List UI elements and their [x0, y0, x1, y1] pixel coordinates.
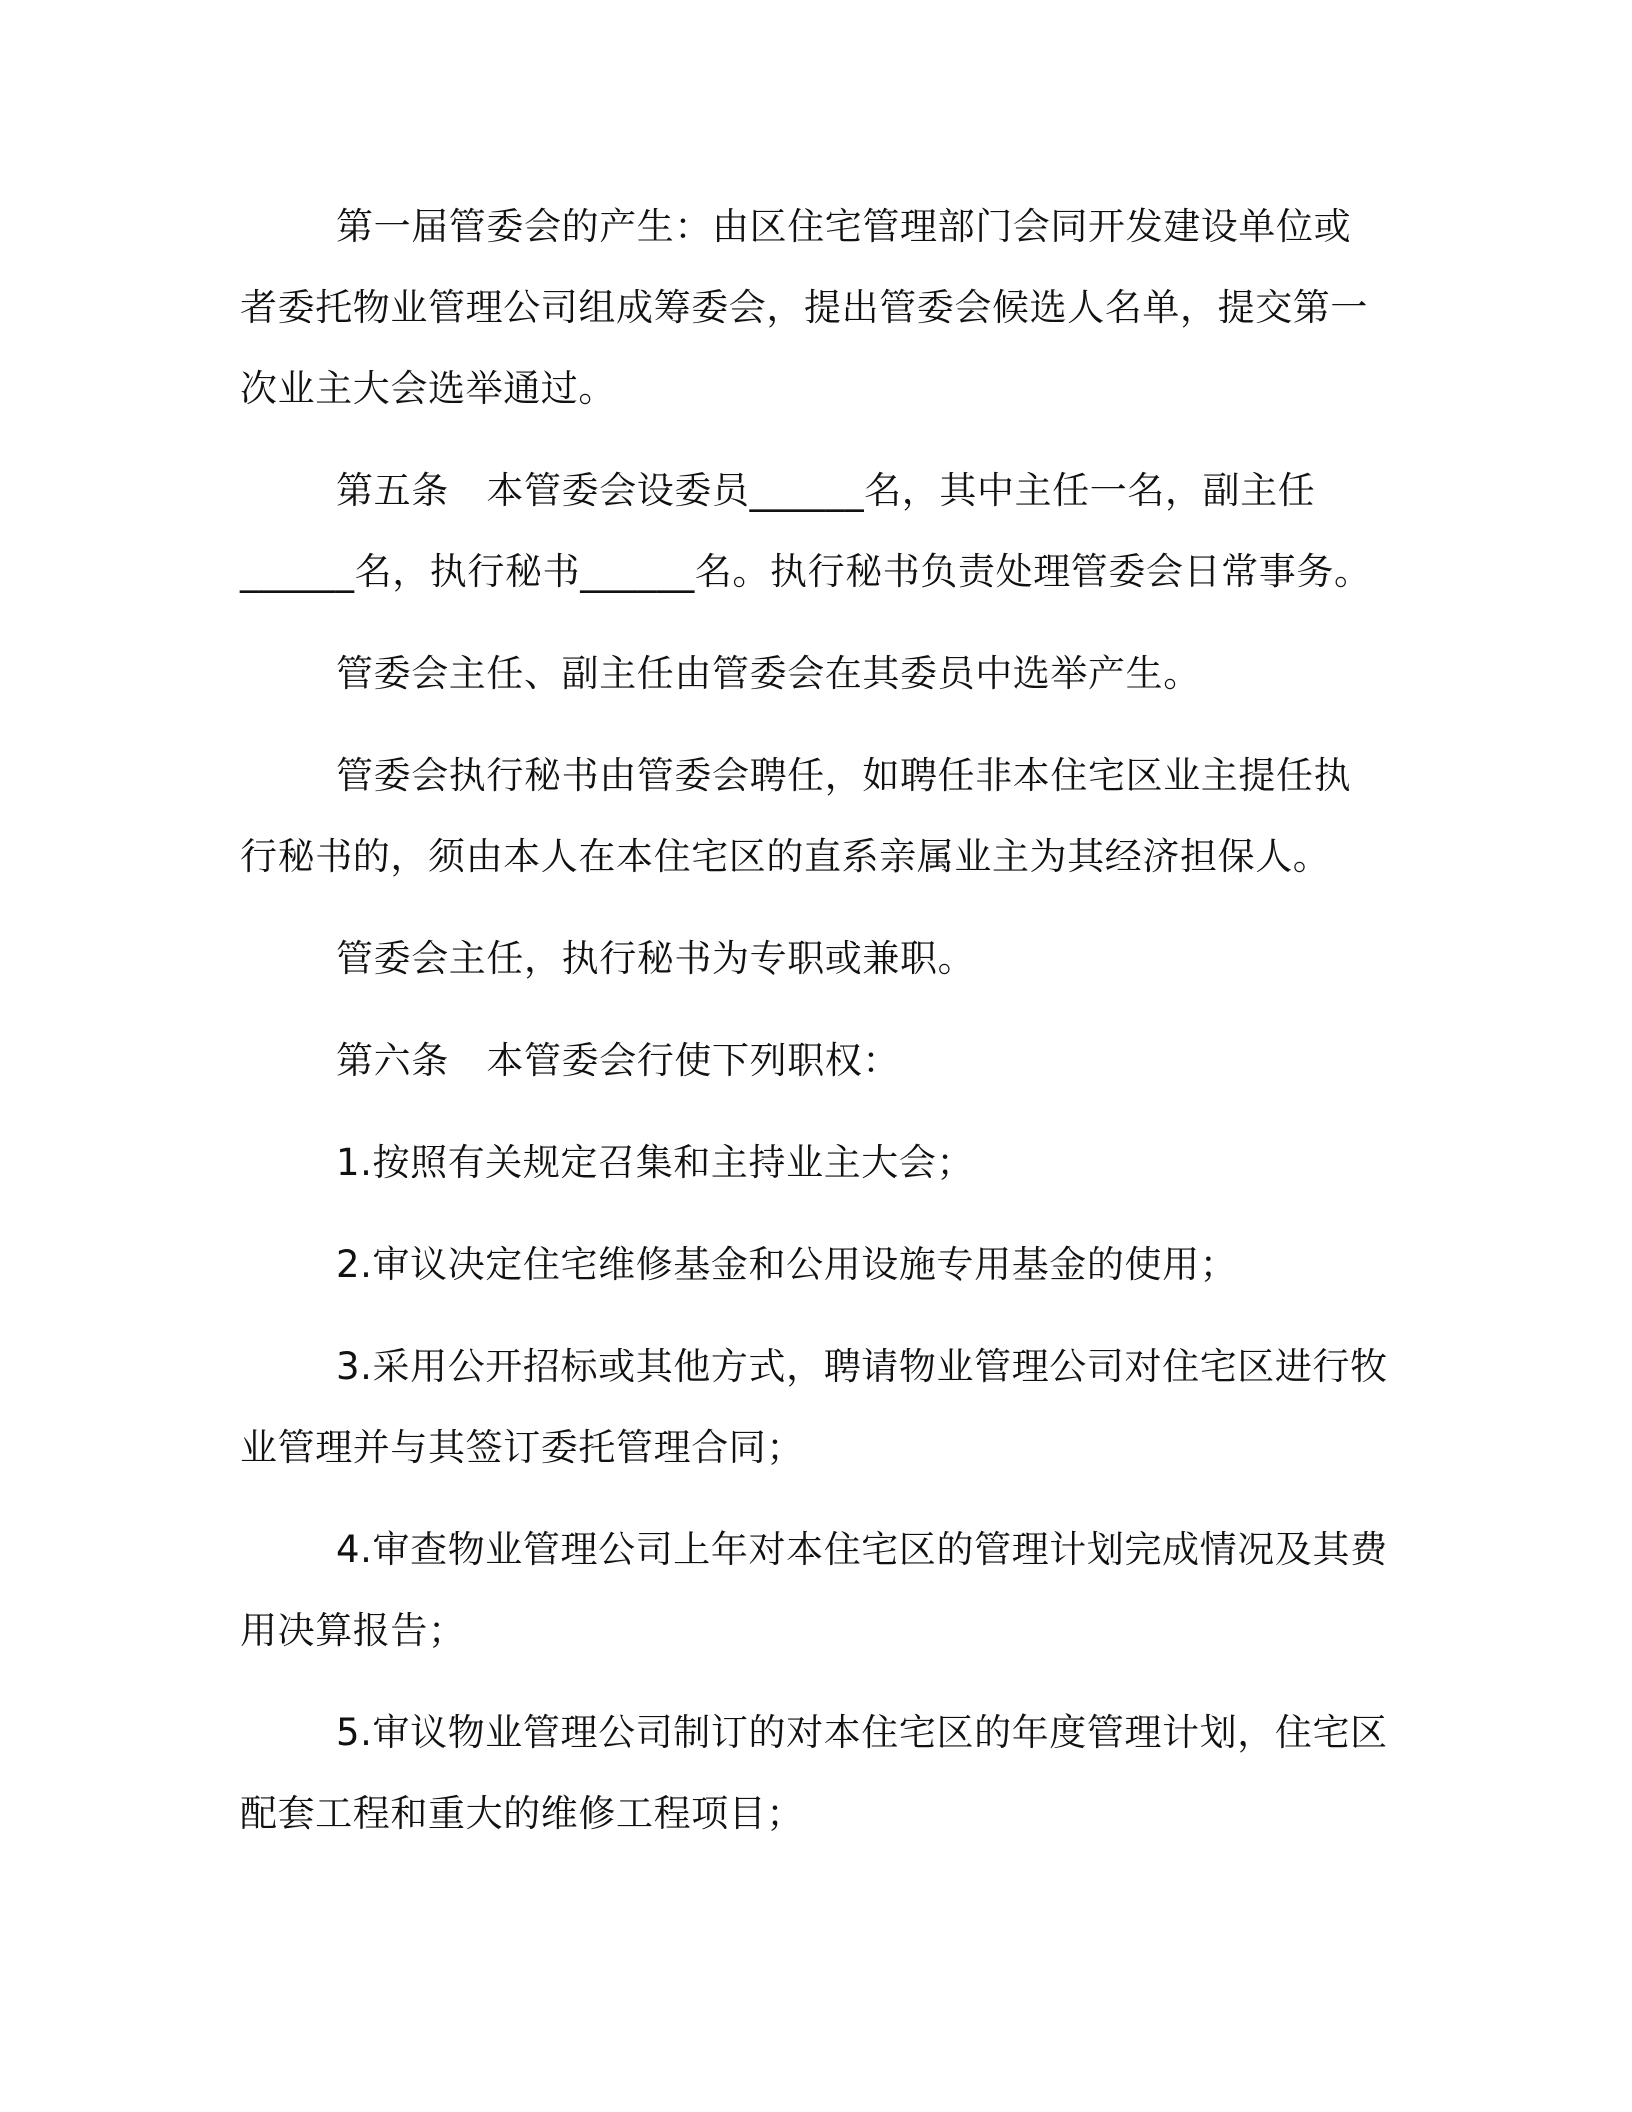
paragraph-secretary-appointment: 管委会执行秘书由管委会聘任，如聘任非本住宅区业主提任执行秘书的，须由本人在本住宅区的直系亲属业主为其经济担保人。 — [240, 754, 1352, 878]
list-item-duty-5: 5.审议物业管理公司制订的对本住宅区的年度管理计划，住宅区配套工程和重大的维修工程项目； — [240, 1711, 1388, 1835]
list-item-duty-1: 1.按照有关规定召集和主持业主大会； — [336, 1141, 975, 1184]
paragraph-committee-formation: 第一届管委会的产生：由区住宅管理部门会同开发建设单位或者委托物业管理公司组成筹委会，提出管委会候选人名单，提交第一次业主大会选举通过。 — [240, 205, 1368, 410]
paragraph-fulltime-parttime: 管委会主任，执行秘书为专职或兼职。 — [336, 937, 976, 980]
paragraph-article-5: 第五条 本管委会设委员______名，其中主任一名，副主任______名，执行秘书______名。执行秘书负责处理管委会日常事务。 — [240, 469, 1372, 593]
list-item-duty-3: 3.采用公开招标或其他方式，聘请物业管理公司对住宅区进行牧业管理并与其签订委托管理合同； — [240, 1345, 1388, 1469]
list-item-duty-4: 4.审查物业管理公司上年对本住宅区的管理计划完成情况及其费用决算报告； — [240, 1528, 1388, 1652]
paragraph-chair-election: 管委会主任、副主任由管委会在其委员中选举产生。 — [336, 652, 1201, 695]
paragraph-article-6: 第六条 本管委会行使下列职权： — [336, 1039, 900, 1082]
document-body — [240, 186, 1388, 1875]
list-item-duty-2: 2.审议决定住宅维修基金和公用设施专用基金的使用； — [336, 1243, 1238, 1286]
